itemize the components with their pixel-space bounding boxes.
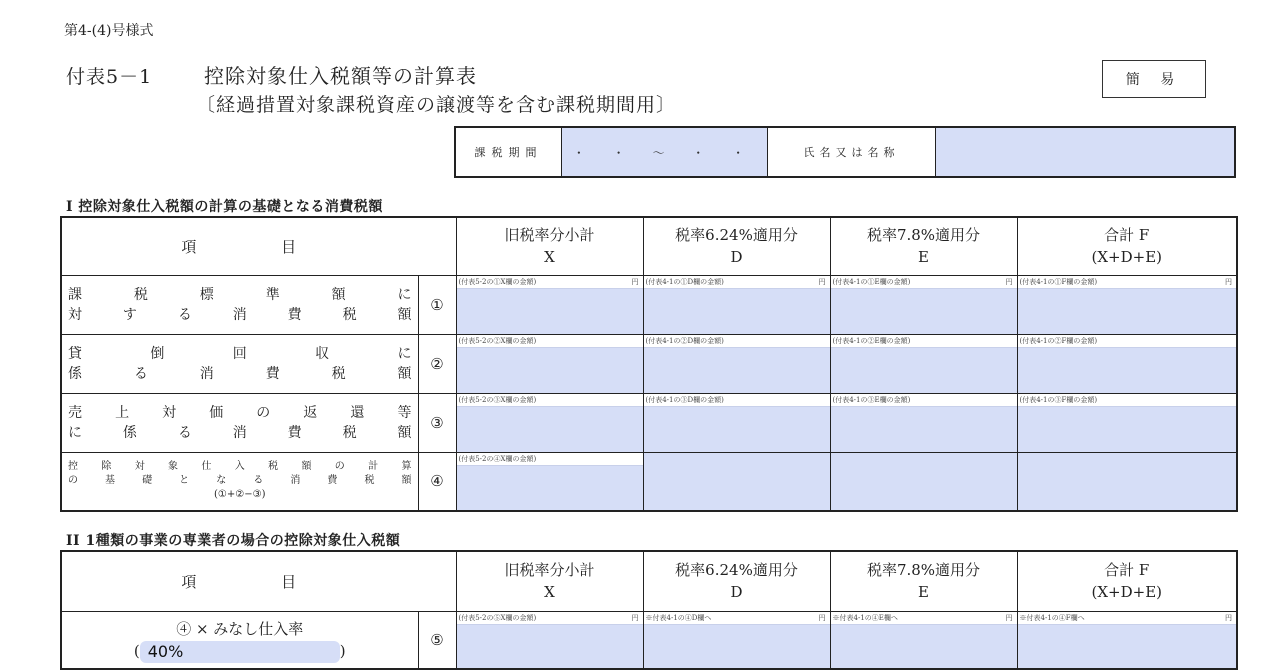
period-label: 課税期間 <box>456 128 562 176</box>
row4-e-input[interactable] <box>830 452 1017 511</box>
form-title: 控除対象仕入税額等の計算表 <box>204 64 477 88</box>
table-row <box>61 334 1237 393</box>
col-header-d: 税率6.24%適用分 D <box>643 217 830 275</box>
row3-label: 売上対価の返還等 に係る消費税額 <box>61 393 418 452</box>
col-header-x: 旧税率分小計 X <box>456 217 643 275</box>
row5-number: ⑤ <box>418 611 456 669</box>
row2-label: 貸倒回収に 係る消費税額 <box>61 334 418 393</box>
deemed-rate-input[interactable]: 40% <box>140 641 340 663</box>
col-header-item: 項 目 <box>61 217 456 275</box>
row1-x-input[interactable]: (付表5-2の①X欄の金額) 円 <box>456 275 643 334</box>
row4-x-input[interactable]: (付表5-2の④X欄の金額) <box>456 452 643 511</box>
col-header-x: 旧税率分小計 X <box>456 551 643 611</box>
col-header-f: 合計 F (X+D+E) <box>1017 551 1237 611</box>
single-business-table <box>60 550 1238 670</box>
row5-d-input[interactable]: ※付表4-1の④D欄へ 円 <box>643 611 830 669</box>
row1-f-input[interactable]: (付表4-1の①F欄の金額) 円 <box>1017 275 1237 334</box>
col-header-e: 税率7.8%適用分 E <box>830 551 1017 611</box>
row2-x-input[interactable]: (付表5-2の②X欄の金額) <box>456 334 643 393</box>
table-row <box>61 275 1237 334</box>
col-header-d: 税率6.24%適用分 D <box>643 551 830 611</box>
row2-f-input[interactable]: (付表4-1の②F欄の金額) <box>1017 334 1237 393</box>
appendix-label: 付表5－1 <box>66 66 153 88</box>
row1-number: ① <box>418 275 456 334</box>
row5-label: ④ × みなし仕入率 ( 40% ) <box>61 611 418 669</box>
row1-e-input[interactable]: (付表4-1の①E欄の金額) 円 <box>830 275 1017 334</box>
row5-e-input[interactable]: ※付表4-1の④E欄へ 円 <box>830 611 1017 669</box>
col-header-item: 項 目 <box>61 551 456 611</box>
section2-title: II 1種類の事業の専業者の場合の控除対象仕入税額 <box>66 533 401 549</box>
col-header-f: 合計 F (X+D+E) <box>1017 217 1237 275</box>
row1-d-input[interactable]: (付表4-1の①D欄の金額) 円 <box>643 275 830 334</box>
section1-title: I 控除対象仕入税額の計算の基礎となる消費税額 <box>66 199 383 215</box>
row3-e-input[interactable]: (付表4-1の③E欄の金額) <box>830 393 1017 452</box>
row3-number: ③ <box>418 393 456 452</box>
table-row <box>61 452 1237 511</box>
form-number: 第4-(4)号様式 <box>64 23 154 39</box>
name-label: 氏名又は名称 <box>768 128 936 176</box>
col-header-e: 税率7.8%適用分 E <box>830 217 1017 275</box>
basis-tax-table <box>60 216 1238 512</box>
table-row <box>61 393 1237 452</box>
row4-label: 控除対象仕入税額の計算 の基礎となる消費税額 (①+②−③) <box>61 452 418 511</box>
period-bar <box>454 126 1236 178</box>
period-input[interactable]: ・ ・ ～ ・ ・ <box>562 128 768 176</box>
row5-f-input[interactable]: ※付表4-1の④F欄へ 円 <box>1017 611 1237 669</box>
row3-x-input[interactable]: (付表5-2の③X欄の金額) <box>456 393 643 452</box>
row2-number: ② <box>418 334 456 393</box>
row5-x-input[interactable]: (付表5-2の⑤X欄の金額) 円 <box>456 611 643 669</box>
row2-d-input[interactable]: (付表4-1の②D欄の金額) <box>643 334 830 393</box>
row3-f-input[interactable]: (付表4-1の③F欄の金額) <box>1017 393 1237 452</box>
row1-label: 課税標準額に 対する消費税額 <box>61 275 418 334</box>
row2-e-input[interactable]: (付表4-1の②E欄の金額) <box>830 334 1017 393</box>
table-row <box>61 611 1237 669</box>
row3-d-input[interactable]: (付表4-1の③D欄の金額) <box>643 393 830 452</box>
row4-f-input[interactable] <box>1017 452 1237 511</box>
name-input[interactable] <box>936 128 1234 176</box>
row4-d-input[interactable] <box>643 452 830 511</box>
form-subtitle: 〔経過措置対象課税資産の譲渡等を含む課税期間用〕 <box>196 94 677 116</box>
simplified-badge: 簡 易 <box>1102 60 1206 98</box>
row4-number: ④ <box>418 452 456 511</box>
